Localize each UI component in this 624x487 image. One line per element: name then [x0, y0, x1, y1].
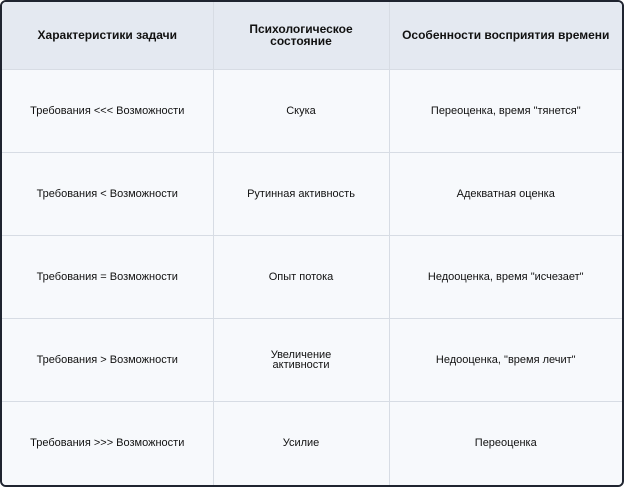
cell-task-characteristics: Требования = Возможности — [2, 235, 213, 318]
cell-time-perception: Адекватная оценка — [389, 152, 622, 235]
cell-time-perception: Переоценка — [389, 401, 622, 485]
cell-task-characteristics: Требования < Возможности — [2, 152, 213, 235]
cell-time-perception: Недооценка, время "исчезает" — [389, 235, 622, 318]
header-psychological-state-label: Психологическое состояние — [249, 22, 353, 49]
header-psychological-state — [213, 2, 389, 69]
table-row — [2, 152, 622, 235]
table-row — [2, 235, 622, 318]
table-row — [2, 401, 622, 485]
cell-psychological-state-label: Увеличение активности — [270, 348, 332, 371]
cell-time-perception: Переоценка, время "тянется" — [389, 69, 622, 152]
cell-task-characteristics: Требования > Возможности — [2, 318, 213, 401]
cell-psychological-state: Опыт потока — [213, 235, 389, 318]
cell-psychological-state — [213, 152, 389, 235]
header-time-perception: Особенности восприятия времени — [389, 2, 622, 69]
cell-psychological-state: Скука — [213, 69, 389, 152]
cell-psychological-state: Усилие — [213, 401, 389, 485]
header-task-characteristics: Характеристики задачи — [2, 2, 213, 69]
cell-time-perception: Недооценка, "время лечит" — [389, 318, 622, 401]
cell-task-characteristics: Требования <<< Возможности — [2, 69, 213, 152]
cell-psychological-state — [213, 318, 389, 401]
table-row — [2, 318, 622, 401]
cell-task-characteristics: Требования >>> Возможности — [2, 401, 213, 485]
table-header-row — [2, 2, 622, 69]
cell-psychological-state-label: Рутинная активность — [247, 187, 355, 200]
table-row — [2, 69, 622, 152]
time-perception-table — [2, 2, 622, 485]
